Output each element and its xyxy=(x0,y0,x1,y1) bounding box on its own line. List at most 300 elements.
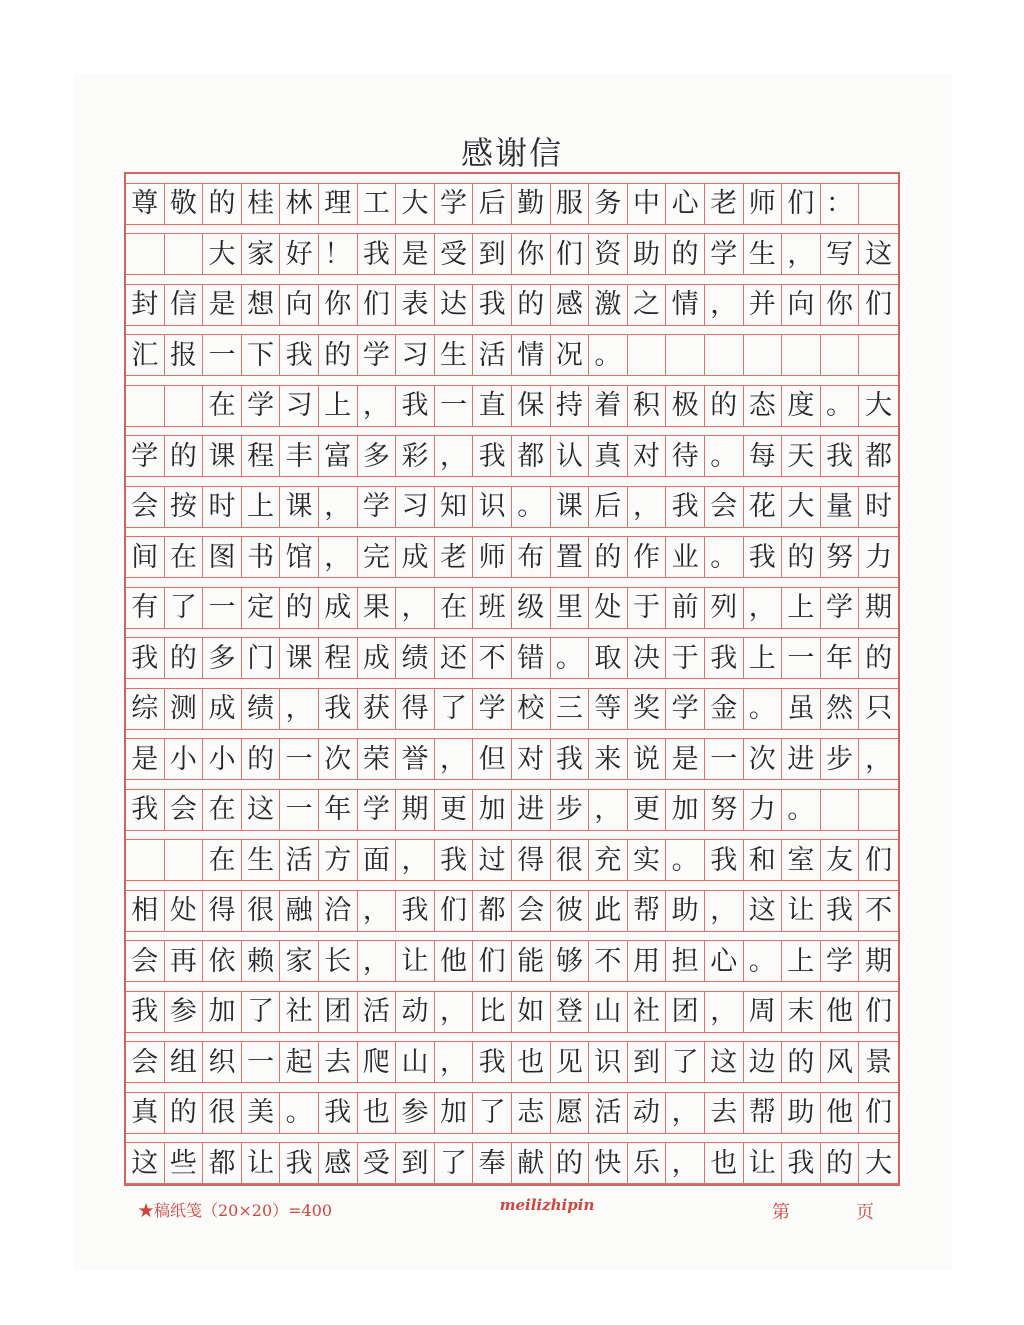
grid-cell: 感 xyxy=(551,285,590,325)
grid-cell: 奖 xyxy=(628,689,667,729)
grid-cell: 还 xyxy=(435,638,474,678)
grid-cell: 我 xyxy=(396,386,435,426)
grid-cell: 的 xyxy=(705,386,744,426)
grid-cell: 汇 xyxy=(126,335,165,375)
grid-row xyxy=(126,881,898,932)
grid-cell: 我 xyxy=(473,436,512,476)
grid-cell: 敬 xyxy=(165,184,204,224)
grid-cell: 长 xyxy=(319,941,358,981)
grid-cell: 时 xyxy=(203,487,242,527)
grid-cell: 活 xyxy=(280,840,319,880)
grid-cell: 天 xyxy=(782,436,821,476)
grid-cell: 了 xyxy=(435,1143,474,1183)
grid-cell: 充 xyxy=(589,840,628,880)
grid-cell: 学 xyxy=(435,184,474,224)
grid-cell: 三 xyxy=(551,689,590,729)
grid-cell xyxy=(628,335,667,375)
grid-cell: 学 xyxy=(705,234,744,274)
grid-cell: 于 xyxy=(666,638,705,678)
grid-line xyxy=(126,386,898,427)
grid-row xyxy=(126,831,898,882)
grid-cell: 社 xyxy=(280,992,319,1032)
grid-cell: 生 xyxy=(744,234,783,274)
grid-cell: 课 xyxy=(280,487,319,527)
grid-cell: 们 xyxy=(865,1097,893,1129)
grid-cell: 我 xyxy=(705,840,744,880)
grid-cell: 让 xyxy=(744,1143,783,1183)
grid-cell: 这 xyxy=(865,238,893,270)
grid-cell: 会 xyxy=(126,941,165,981)
grid-cell: ， xyxy=(705,992,744,1032)
grid-cell: 了 xyxy=(435,689,474,729)
grid-cell: 洽 xyxy=(319,891,358,931)
grid-cell: 成 xyxy=(203,689,242,729)
grid-cell: 担 xyxy=(666,941,705,981)
grid-row xyxy=(126,629,898,680)
grid-cell: 景 xyxy=(865,1046,893,1078)
grid-row xyxy=(126,578,898,629)
grid-cell: 生 xyxy=(435,335,474,375)
grid-cell: 我 xyxy=(705,638,744,678)
grid-row xyxy=(126,528,898,579)
grid-cell: 成 xyxy=(396,537,435,577)
grid-cell: 我 xyxy=(666,487,705,527)
grid-cell: 一 xyxy=(280,739,319,779)
grid-cell: 都 xyxy=(865,440,893,472)
grid-cell xyxy=(165,386,204,426)
grid-cell: 奉 xyxy=(473,1143,512,1183)
grid-cell: 会 xyxy=(705,487,744,527)
grid-line xyxy=(126,1042,898,1083)
grid-cell: 的 xyxy=(821,1143,860,1183)
grid-cell: 然 xyxy=(821,689,860,729)
grid-cell: 定 xyxy=(242,588,281,628)
grid-cell: 上 xyxy=(744,638,783,678)
grid-cell: 你 xyxy=(319,285,358,325)
grid-cell: ， xyxy=(358,891,397,931)
grid-line xyxy=(126,840,898,881)
grid-cell: 他 xyxy=(435,941,474,981)
grid-cell: ， xyxy=(628,487,667,527)
grid-cell: 得 xyxy=(396,689,435,729)
grid-cell: 了 xyxy=(666,1042,705,1082)
grid-cell: 让 xyxy=(242,1143,281,1183)
grid-cell: 来 xyxy=(589,739,628,779)
grid-cell: 次 xyxy=(319,739,358,779)
grid-cell: 在 xyxy=(203,840,242,880)
grid-cell: 度 xyxy=(782,386,821,426)
grid-cell: 我 xyxy=(126,638,165,678)
grid-cell: 我 xyxy=(396,891,435,931)
grid-cell: 小 xyxy=(203,739,242,779)
grid-cell: 布 xyxy=(512,537,551,577)
grid-cell: 团 xyxy=(319,992,358,1032)
grid-cell: 绩 xyxy=(396,638,435,678)
grid-cell: 让 xyxy=(782,891,821,931)
grid-cell: 学 xyxy=(242,386,281,426)
grid-cell: 习 xyxy=(280,386,319,426)
grid-cell xyxy=(821,790,860,830)
grid-cell: 学 xyxy=(358,790,397,830)
grid-cell: 进 xyxy=(782,739,821,779)
grid-cell: 获 xyxy=(358,689,397,729)
grid-cell: 大 xyxy=(865,390,893,422)
grid-cell: ， xyxy=(435,436,474,476)
grid-cell: 着 xyxy=(589,386,628,426)
paper-spec-label: ★稿纸笺（20×20）=400 xyxy=(138,1201,333,1220)
grid-cell: 课 xyxy=(551,487,590,527)
grid-row xyxy=(126,780,898,831)
grid-cell: 到 xyxy=(628,1042,667,1082)
grid-cell: 们 xyxy=(435,891,474,931)
grid-cell: 置 xyxy=(551,537,590,577)
grid-cell: 一 xyxy=(782,638,821,678)
grid-cell: 。 xyxy=(280,1093,319,1133)
grid-cell: 很 xyxy=(242,891,281,931)
grid-cell: 乐 xyxy=(628,1143,667,1183)
grid-row xyxy=(126,1083,898,1134)
grid-cell: 。 xyxy=(782,790,821,830)
grid-cell: 得 xyxy=(512,840,551,880)
grid-cell: 我 xyxy=(126,790,165,830)
grid-row xyxy=(126,1134,898,1185)
grid-cell: 程 xyxy=(242,436,281,476)
grid-cell: 每 xyxy=(744,436,783,476)
grid-cell: 是 xyxy=(396,234,435,274)
grid-cell xyxy=(165,840,204,880)
grid-cell: 动 xyxy=(628,1093,667,1133)
grid-cell: 不 xyxy=(865,895,893,927)
grid-cell: 进 xyxy=(512,790,551,830)
grid-cell: 都 xyxy=(473,891,512,931)
grid-cell: 友 xyxy=(821,840,860,880)
grid-cell: 林 xyxy=(280,184,319,224)
grid-cell: 会 xyxy=(126,487,165,527)
grid-cell xyxy=(744,335,783,375)
grid-cell: 这 xyxy=(705,1042,744,1082)
grid-cell: 表 xyxy=(396,285,435,325)
grid-cell: 再 xyxy=(165,941,204,981)
grid-cell: 学 xyxy=(821,941,860,981)
grid-cell: 也 xyxy=(705,1143,744,1183)
grid-cell: 在 xyxy=(203,386,242,426)
grid-cell: 小 xyxy=(165,739,204,779)
grid-cell: ！ xyxy=(319,234,358,274)
grid-cell: 富 xyxy=(319,436,358,476)
grid-cell: ， xyxy=(744,588,783,628)
grid-cell: 真 xyxy=(126,1093,165,1133)
grid-cell: 里 xyxy=(551,588,590,628)
grid-cell: 我 xyxy=(126,992,165,1032)
grid-cell: 心 xyxy=(705,941,744,981)
grid-row xyxy=(126,982,898,1033)
grid-cell: 校 xyxy=(512,689,551,729)
grid-cell xyxy=(859,184,898,224)
grid-cell: 于 xyxy=(628,588,667,628)
grid-cell: 学 xyxy=(126,436,165,476)
grid-cell: 理 xyxy=(319,184,358,224)
grid-cell: 大 xyxy=(203,234,242,274)
grid-cell: 到 xyxy=(473,234,512,274)
grid-line xyxy=(126,487,898,528)
grid-cell: 活 xyxy=(358,992,397,1032)
grid-line xyxy=(126,184,898,225)
grid-cell: 的 xyxy=(280,588,319,628)
grid-cell: 对 xyxy=(628,436,667,476)
grid-cell: 一 xyxy=(435,386,474,426)
grid-cell: 封 xyxy=(126,285,165,325)
grid-cell: 让 xyxy=(396,941,435,981)
grid-cell: ， xyxy=(358,941,397,981)
grid-cell: 有 xyxy=(126,588,165,628)
grid-cell: 习 xyxy=(396,335,435,375)
grid-cell: 处 xyxy=(165,891,204,931)
grid-cell xyxy=(165,234,204,274)
grid-cell: 彩 xyxy=(396,436,435,476)
grid-cell: 。 xyxy=(821,386,860,426)
grid-cell: 够 xyxy=(551,941,590,981)
grid-cell: ， xyxy=(396,588,435,628)
grid-cell: 馆 xyxy=(280,537,319,577)
grid-cell: 加 xyxy=(473,790,512,830)
grid-cell: 成 xyxy=(319,588,358,628)
grid-cell: 们 xyxy=(358,285,397,325)
grid-cell: 师 xyxy=(744,184,783,224)
grid-cell: 去 xyxy=(705,1093,744,1133)
grid-cell: 社 xyxy=(628,992,667,1032)
grid-line xyxy=(126,436,898,477)
grid-cell: 虽 xyxy=(782,689,821,729)
letter-title: 感谢信 xyxy=(460,134,563,172)
grid-cell: 极 xyxy=(666,386,705,426)
grid-cell: 书 xyxy=(242,537,281,577)
grid-cell: 积 xyxy=(628,386,667,426)
grid-cell: 我 xyxy=(280,1143,319,1183)
grid-cell: 这 xyxy=(744,891,783,931)
grid-cell: 达 xyxy=(435,285,474,325)
grid-cell: 更 xyxy=(628,790,667,830)
grid-cell: 他 xyxy=(821,992,860,1032)
grid-cell: 决 xyxy=(628,638,667,678)
grid-cell: 活 xyxy=(589,1093,628,1133)
grid-cell: 的 xyxy=(165,1093,204,1133)
grid-cell: 待 xyxy=(666,436,705,476)
grid-cell: 很 xyxy=(203,1093,242,1133)
grid-cell: ， xyxy=(666,1143,705,1183)
grid-cell: 团 xyxy=(666,992,705,1032)
grid-cell: 花 xyxy=(744,487,783,527)
grid-cell: 帮 xyxy=(628,891,667,931)
grid-cell: 业 xyxy=(666,537,705,577)
grid-cell: 去 xyxy=(319,1042,358,1082)
grid-cell: 加 xyxy=(666,790,705,830)
grid-cell: 们 xyxy=(865,844,893,876)
grid-cell: 了 xyxy=(165,588,204,628)
grid-cell: 测 xyxy=(165,689,204,729)
grid-cell: 山 xyxy=(589,992,628,1032)
grid-cell: 实 xyxy=(628,840,667,880)
grid-cell: 们 xyxy=(473,941,512,981)
grid-cell: 到 xyxy=(396,1143,435,1183)
grid-cell: 家 xyxy=(280,941,319,981)
grid-cell: 级 xyxy=(512,588,551,628)
grid-cell: 我 xyxy=(473,285,512,325)
grid-cell: 学 xyxy=(666,689,705,729)
grid-cell: 向 xyxy=(280,285,319,325)
grid-cell: 期 xyxy=(865,592,893,624)
grid-cell: 都 xyxy=(203,1143,242,1183)
grid-row xyxy=(126,427,898,478)
grid-cell: 我 xyxy=(473,1042,512,1082)
grid-cell: 会 xyxy=(165,790,204,830)
grid-cell: 动 xyxy=(396,992,435,1032)
grid-cell: 之 xyxy=(628,285,667,325)
grid-cell: 努 xyxy=(821,537,860,577)
grid-cell: 。 xyxy=(666,840,705,880)
grid-cell: 的 xyxy=(165,436,204,476)
grid-cell: 在 xyxy=(203,790,242,830)
grid-line xyxy=(126,689,898,730)
grid-cell: 对 xyxy=(512,739,551,779)
grid-cell: 勤 xyxy=(512,184,551,224)
grid-cell: 步 xyxy=(551,790,590,830)
grid-cell: 心 xyxy=(666,184,705,224)
grid-cell: 能 xyxy=(512,941,551,981)
page-label-suffix: 页 xyxy=(856,1202,874,1223)
grid-cell: 志 xyxy=(512,1093,551,1133)
grid-cell: 次 xyxy=(744,739,783,779)
grid-cell: 期 xyxy=(865,945,893,977)
grid-cell: 情 xyxy=(512,335,551,375)
grid-cell: 但 xyxy=(473,739,512,779)
grid-cell: 年 xyxy=(821,638,860,678)
grid-cell: ， xyxy=(319,487,358,527)
grid-cell: 识 xyxy=(589,1042,628,1082)
grid-cell: 们 xyxy=(782,184,821,224)
grid-cell: 信 xyxy=(165,285,204,325)
grid-cell: 室 xyxy=(782,840,821,880)
grid-cell: 果 xyxy=(358,588,397,628)
grid-cell: ， xyxy=(435,992,474,1032)
grid-cell: 课 xyxy=(280,638,319,678)
grid-cell: 了 xyxy=(242,992,281,1032)
grid-cell: 按 xyxy=(165,487,204,527)
grid-cell: 力 xyxy=(865,541,893,573)
grid-cell: 学 xyxy=(821,588,860,628)
grid-cell xyxy=(705,335,744,375)
grid-cell: 程 xyxy=(319,638,358,678)
grid-cell: 保 xyxy=(512,386,551,426)
grid-cell: ， xyxy=(865,743,893,775)
grid-cell: 起 xyxy=(280,1042,319,1082)
grid-cell: 步 xyxy=(821,739,860,779)
grid-cell: 列 xyxy=(705,588,744,628)
grid-cell: 桂 xyxy=(242,184,281,224)
grid-cell: 的 xyxy=(319,335,358,375)
grid-cell: 爬 xyxy=(358,1042,397,1082)
grid-cell: 。 xyxy=(705,537,744,577)
grid-cell: 服 xyxy=(551,184,590,224)
grid-cell: 此 xyxy=(589,891,628,931)
grid-cell: 家 xyxy=(242,234,281,274)
grid-cell: 山 xyxy=(396,1042,435,1082)
grid-cell: 助 xyxy=(666,891,705,931)
grid-cell: 。 xyxy=(744,941,783,981)
grid-cell: 快 xyxy=(589,1143,628,1183)
grid-cell: 情 xyxy=(666,285,705,325)
grid-cell: 间 xyxy=(126,537,165,577)
grid-cell: 大 xyxy=(865,1147,893,1179)
grid-cell: 后 xyxy=(473,184,512,224)
grid-line xyxy=(126,285,898,326)
grid-cell: 学 xyxy=(358,487,397,527)
grid-cell: 誉 xyxy=(396,739,435,779)
grid-cell: 我 xyxy=(821,436,860,476)
grid-cell: 会 xyxy=(512,891,551,931)
grid-cell: 依 xyxy=(203,941,242,981)
grid-cell: 力 xyxy=(744,790,783,830)
grid-cell: 学 xyxy=(358,335,397,375)
grid-cell xyxy=(782,335,821,375)
grid-line xyxy=(126,992,898,1033)
grid-cell: ， xyxy=(705,285,744,325)
grid-cell: 你 xyxy=(512,234,551,274)
grid-cell xyxy=(126,386,165,426)
grid-cell: 的 xyxy=(865,642,893,674)
grid-cell: 直 xyxy=(473,386,512,426)
grid-cell: ， xyxy=(435,739,474,779)
grid-cell: 等 xyxy=(589,689,628,729)
grid-cell: 也 xyxy=(512,1042,551,1082)
grid-cell: 不 xyxy=(589,941,628,981)
grid-cell: ， xyxy=(589,790,628,830)
grid-row xyxy=(126,326,898,377)
grid-cell: 学 xyxy=(473,689,512,729)
grid-cell: 你 xyxy=(821,285,860,325)
grid-cell: 报 xyxy=(165,335,204,375)
grid-cell: ， xyxy=(358,386,397,426)
grid-cell: ， xyxy=(280,689,319,729)
grid-line xyxy=(126,537,898,578)
grid-cell: 想 xyxy=(242,285,281,325)
grid-cell: ， xyxy=(435,1042,474,1082)
grid-cell: 们 xyxy=(865,996,893,1028)
grid-cell: 如 xyxy=(512,992,551,1032)
grid-cell: 我 xyxy=(551,739,590,779)
grid-cell: 是 xyxy=(126,739,165,779)
grid-cell: 一 xyxy=(242,1042,281,1082)
grid-line xyxy=(126,234,898,275)
grid-cell: 努 xyxy=(705,790,744,830)
grid-cell: 更 xyxy=(435,790,474,830)
grid-cell: 用 xyxy=(628,941,667,981)
grid-cell: 们 xyxy=(865,289,893,321)
grid-cell: 风 xyxy=(821,1042,860,1082)
grid-cell: 献 xyxy=(512,1143,551,1183)
grid-cell: 综 xyxy=(126,689,165,729)
manuscript-grid xyxy=(124,172,900,1186)
grid-cell: 作 xyxy=(628,537,667,577)
grid-cell: 多 xyxy=(203,638,242,678)
grid-cell: 激 xyxy=(589,285,628,325)
grid-cell: ： xyxy=(821,184,860,224)
grid-cell: 时 xyxy=(865,491,893,523)
grid-cell: 大 xyxy=(396,184,435,224)
grid-cell: 周 xyxy=(744,992,783,1032)
grid-cell: ， xyxy=(319,537,358,577)
grid-cell: 不 xyxy=(473,638,512,678)
grid-cell: 一 xyxy=(705,739,744,779)
